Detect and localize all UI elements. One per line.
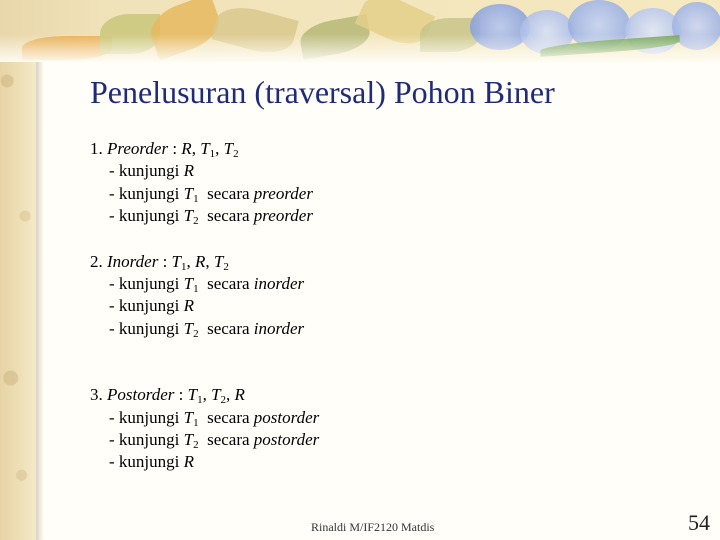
traversal-section bbox=[90, 251, 319, 341]
traversal-step: - kunjungi $T_2$ secara postorder bbox=[109, 430, 320, 452]
traversal-section bbox=[90, 384, 319, 474]
slide-title: Penelusuran (traversal) Pohon Biner bbox=[90, 74, 555, 110]
traversal-list bbox=[90, 138, 319, 474]
traversal-step: - kunjungi R bbox=[109, 296, 194, 316]
traversal-step: - kunjungi R bbox=[109, 161, 194, 181]
traversal-step: - kunjungi $T_2$ secara inorder bbox=[109, 318, 305, 340]
traversal-step: - kunjungi $T_2$ secara preorder bbox=[109, 206, 313, 228]
traversal-step: - kunjungi $T_1$ secara preorder bbox=[109, 183, 313, 205]
panel-shadow bbox=[36, 62, 44, 540]
traversal-step: - kunjungi $T_1$ secara postorder bbox=[109, 407, 320, 429]
section-heading: 3. Postorder : $T_1$, $T_2$, R bbox=[90, 385, 245, 407]
section-heading: 1. Preorder : R, $T_1$, $T_2$ bbox=[90, 139, 239, 160]
decorative-banner bbox=[0, 0, 720, 62]
page-number: 54 bbox=[688, 510, 710, 535]
traversal-section bbox=[90, 138, 319, 228]
traversal-step: - kunjungi R bbox=[109, 452, 194, 472]
traversal-step: - kunjungi $T_1$ secara inorder bbox=[109, 274, 305, 296]
parchment-border bbox=[0, 0, 36, 540]
section-heading: 2. Inorder : $T_1$, R, $T_2$ bbox=[90, 251, 229, 273]
footer-credit: Rinaldi M/IF2120 Matdis bbox=[311, 520, 435, 534]
